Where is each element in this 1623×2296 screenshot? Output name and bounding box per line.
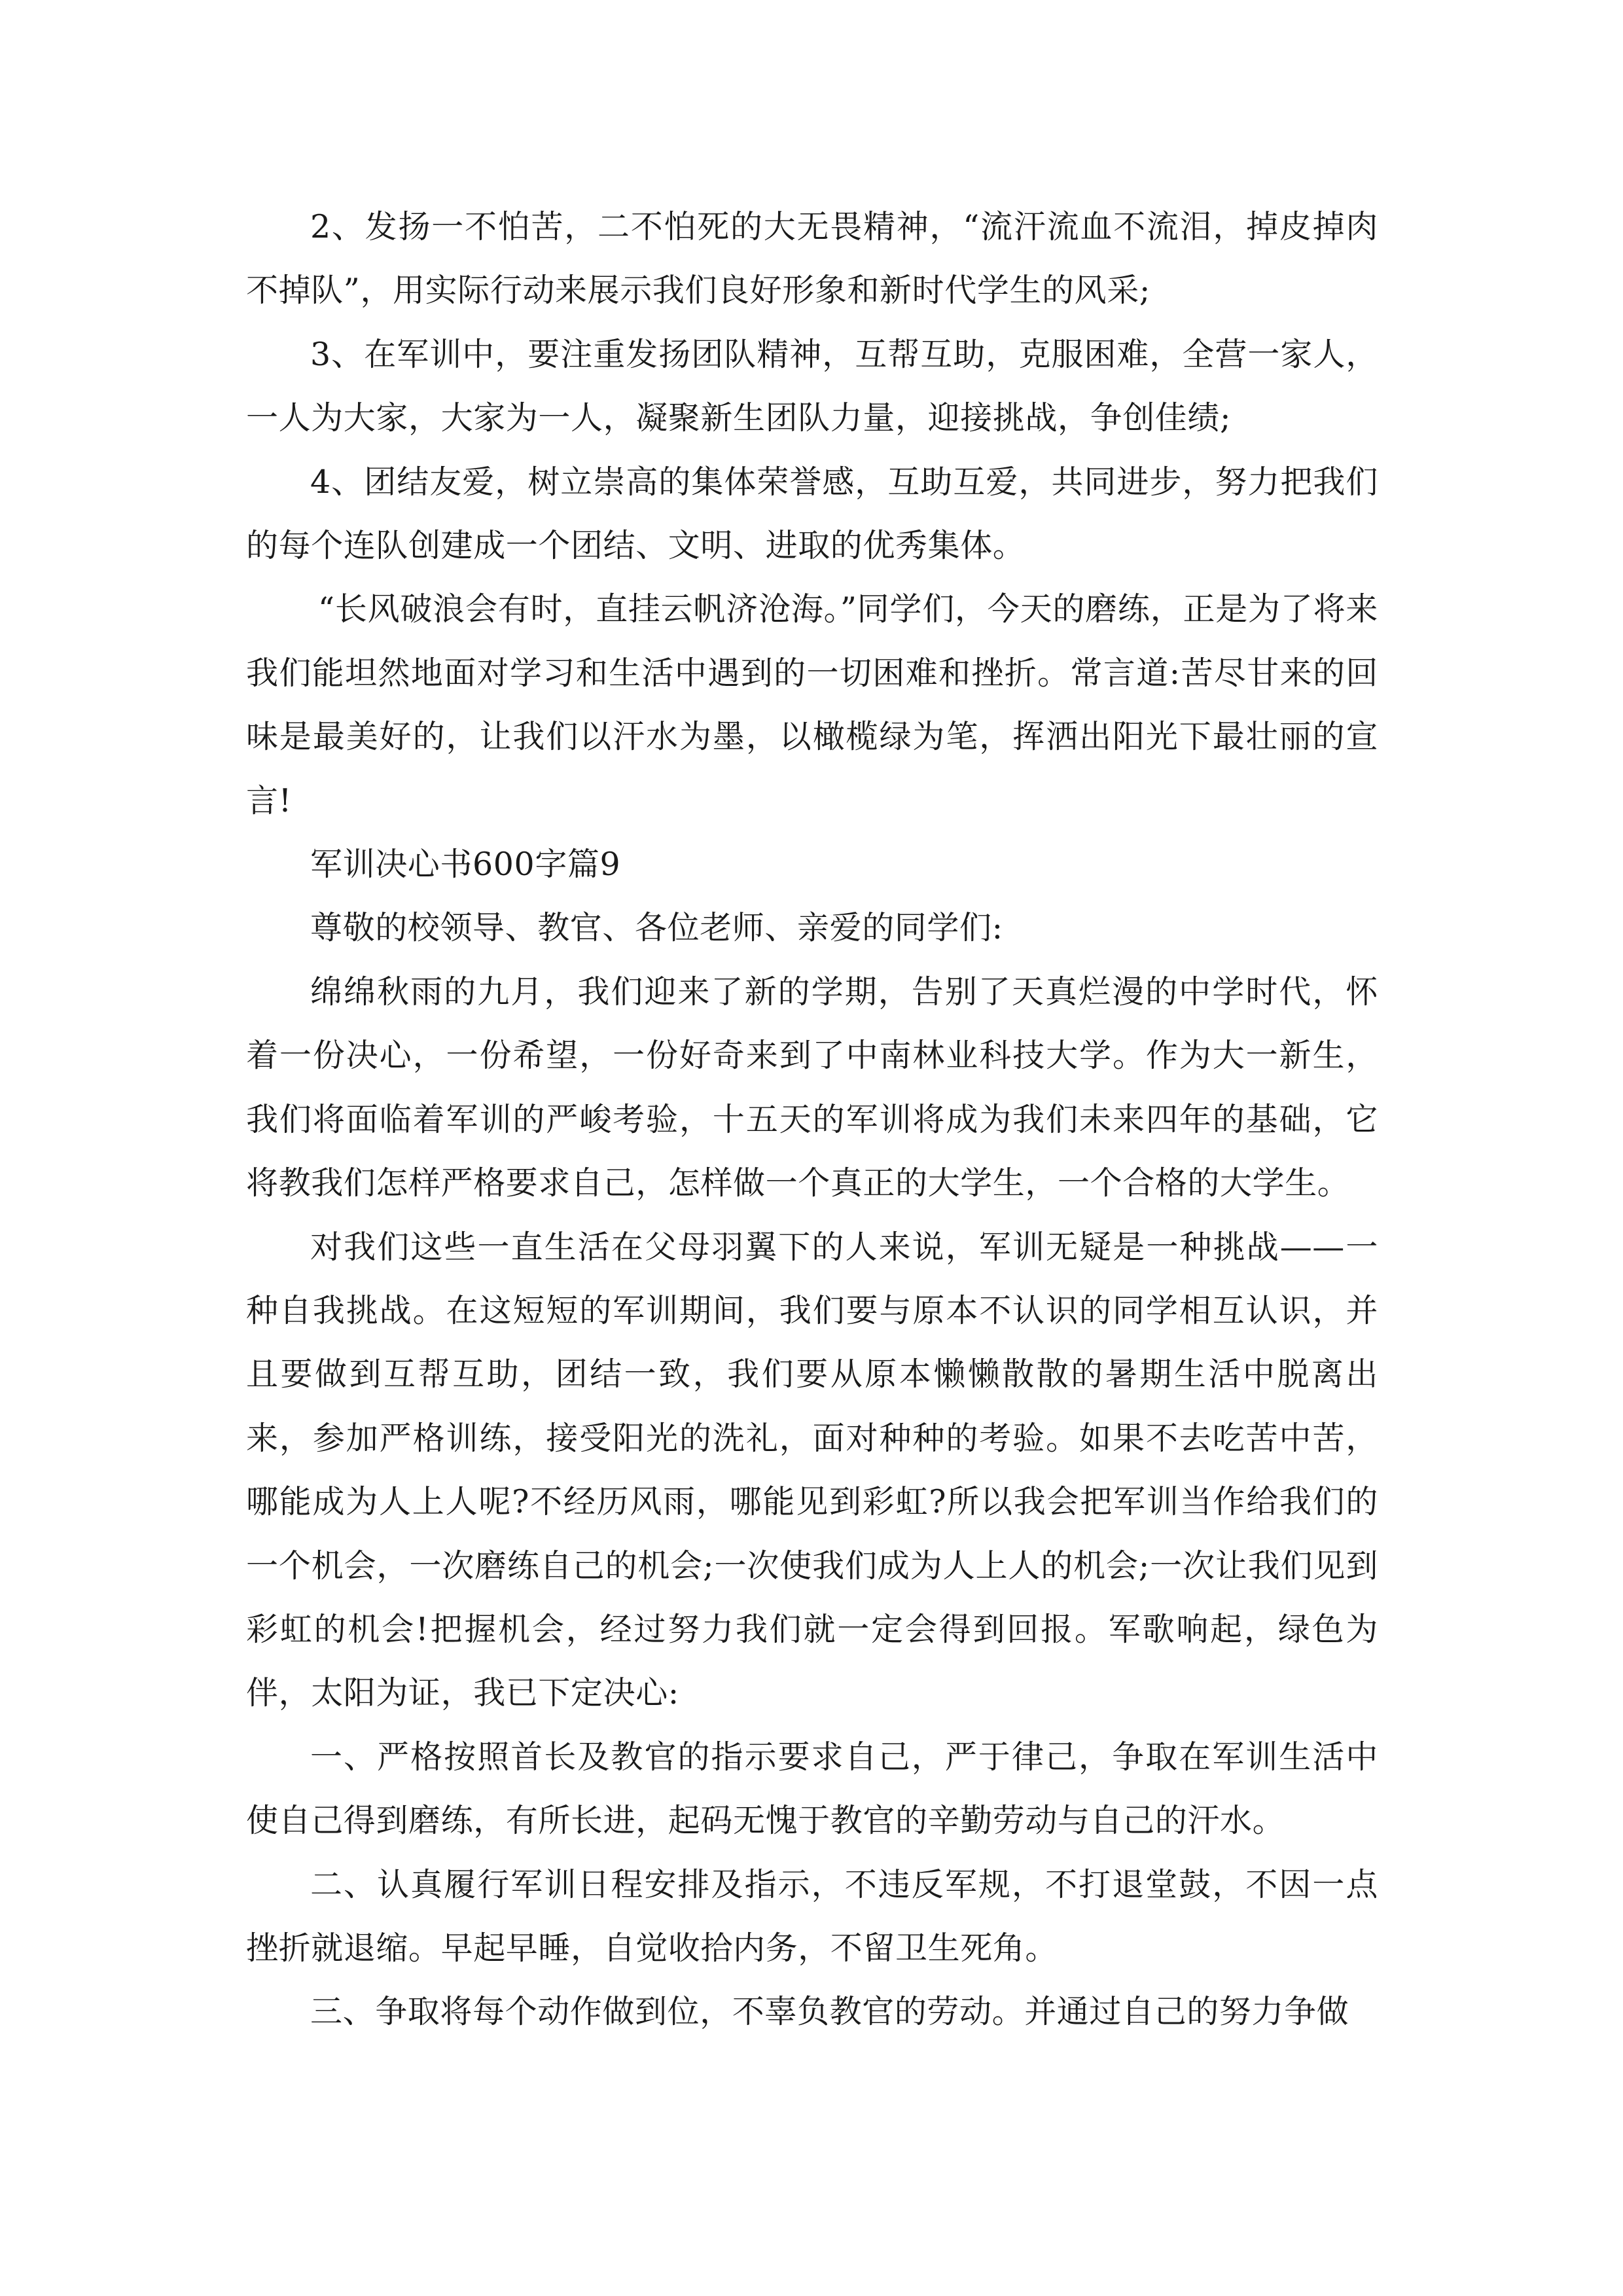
section-heading: 军训决心书600字篇9 — [310, 846, 621, 884]
paragraph-challenge: 对我们这些一直生活在父母羽翼下的人来说，军训无疑是一种挑战——一种自我挑战。在这短短的军训期间，我们要与原本不认识的同学相互认识，并且要做到互帮互助，团结一致，我们要从原本懒懒散散的暑期生活中脱离出来，参加严格训练，接受阳光的洗礼，面对种种的考验。如果不去吃苦中苦，哪能成为人上人呢?不经历风雨，哪能见到彩虹?所以我会把军训当作给我们的一个机会，一次磨练自己的机会;一次使我们成为人上人的机会;一次让我们见到彩虹的机会!把握机会，经过努力我们就一定会得到回报。军歌响起，绿色为伴，太阳为证，我已下定决心: — [246, 1228, 1378, 1712]
paragraph-point-2: 2、发扬一不怕苦，二不怕死的大无畏精神，“流汗流血不流泪，掉皮掉肉不掉队”，用实际行动来展示我们良好形象和新时代学生的风采; — [246, 208, 1378, 310]
paragraph-closing-quote: “长风破浪会有时，直挂云帆济沧海。”同学们，今天的磨练，正是为了将来我们能坦然地面对学习和生活中遇到的一切困难和挫折。常言道:苦尽甘来的回味是最美好的，让我们以汗水为墨，以橄榄绿为笔，挥洒出阳光下最壮丽的宣言! — [246, 590, 1378, 819]
paragraph-point-4: 4、团结友爱，树立崇高的集体荣誉感，互助互爱，共同进步，努力把我们的每个连队创建成一个团结、文明、进取的优秀集体。 — [246, 463, 1378, 565]
salutation: 尊敬的校领导、教官、各位老师、亲爱的同学们: — [310, 909, 1003, 947]
paragraph-resolution-1: 一、严格按照首长及教官的指示要求自己，严于律己，争取在军训生活中使自己得到磨练，有所长进，起码无愧于教官的辛勤劳动与自己的汗水。 — [246, 1738, 1378, 1840]
document-body — [246, 195, 1378, 2044]
paragraph-point-3: 3、在军训中，要注重发扬团队精神，互帮互助，克服困难，全营一家人，一人为大家，大家为一人，凝聚新生团队力量，迎接挑战，争创佳绩; — [246, 335, 1378, 437]
paragraph-resolution-2: 二、认真履行军训日程安排及指示，不违反军规，不打退堂鼓，不因一点挫折就退缩。早起早睡，自觉收拾内务，不留卫生死角。 — [246, 1865, 1378, 1967]
paragraph-intro: 绵绵秋雨的九月，我们迎来了新的学期，告别了天真烂漫的中学时代，怀着一份决心，一份希望，一份好奇来到了中南林业科技大学。作为大一新生，我们将面临着军训的严峻考验，十五天的军训将成为我们未来四年的基础，它将教我们怎样严格要求自己，怎样做一个真正的大学生，一个合格的大学生。 — [246, 973, 1378, 1202]
paragraph-resolution-3: 三、争取将每个动作做到位，不辜负教官的劳动。并通过自己的努力争做 — [310, 1993, 1349, 2031]
